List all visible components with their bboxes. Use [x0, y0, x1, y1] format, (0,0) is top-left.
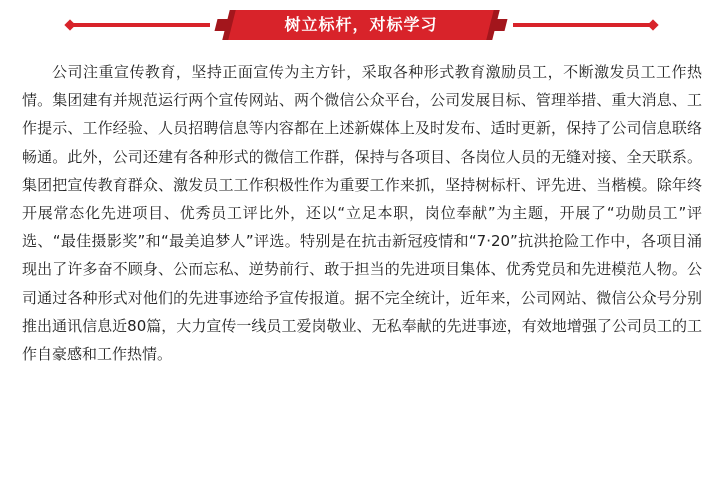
section-header	[0, 10, 723, 40]
header-rule-right	[513, 23, 653, 27]
article-paragraph: 公司注重宣传教育，坚持正面宣传为主方针，采取各种形式教育激励员工，不断激发员工工作热情。集团建有并规范运行两个宣传网站、两个微信公众平台，公司发展目标、管理举措、重大消息、工作提示、工作经验、人员招聘信息等内容都在上述新媒体上及时发布、适时更新，保持了公司信息联络畅通。此外，公司还建有各种形式的微信工作群，保持与各项目、各岗位人员的无缝对接、全天联系。集团把宣传教育群众、激发员工工作积极性作为重要工作来抓，坚持树标杆、评先进、当楷模。除年终开展常态化先进项目、优秀员工评比外，还以“立足本职，岗位奉献”为主题，开展了“功勋员工”评选、“最佳摄影奖”和“最美追梦人”评选。特别是在抗击新冠疫情和“7·20”抗洪抢险工作中，各项目涌现出了许多奋不顾身、公而忘私、逆势前行、敢于担当的先进项目集体、优秀党员和先进模范人物。公司通过各种形式对他们的先进事迹给予宣传报道。据不完全统计，近年来，公司网站、微信公众号分别推出通讯信息近80篇，大力宣传一线员工爱岗敬业、无私奉献的先进事迹，有效地增强了公司员工的工作自豪感和工作热情。	[22, 63, 702, 364]
section-title: 树立标杆，对标学习	[284, 15, 438, 34]
banner-wedge-right	[489, 19, 508, 31]
header-rule-left	[70, 23, 210, 27]
